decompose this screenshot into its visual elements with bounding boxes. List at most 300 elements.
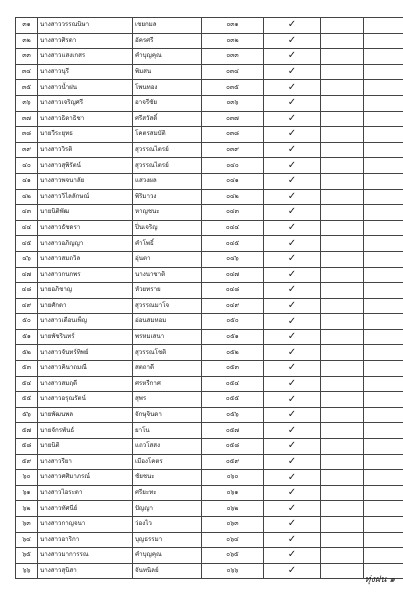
table-row bbox=[16, 283, 403, 299]
check-cell bbox=[264, 18, 321, 34]
surname-cell: เมืองโคตร bbox=[133, 454, 202, 470]
empty-cell bbox=[364, 49, 403, 65]
surname-cell: ศรียะทะ bbox=[133, 485, 202, 501]
row-number: ๕๕ bbox=[16, 392, 38, 408]
row-number: ๔๕ bbox=[16, 236, 38, 252]
empty-cell bbox=[364, 220, 403, 236]
empty-cell bbox=[321, 173, 364, 189]
first-name-cell: นางสาวอภิญญา bbox=[38, 236, 133, 252]
surname-cell: พิมสน bbox=[133, 64, 202, 80]
checkmark-icon: ✓ bbox=[287, 487, 297, 499]
table-row bbox=[16, 392, 403, 408]
check-cell bbox=[264, 205, 321, 221]
first-name-cell: นายนิติ bbox=[38, 439, 133, 455]
surname-cell: แสวงผล bbox=[133, 173, 202, 189]
first-name-cell: นางสาวศศิมาภรณ์ bbox=[38, 470, 133, 486]
surname-cell: ยาโน bbox=[133, 423, 202, 439]
row-number: ๖๒ bbox=[16, 501, 38, 517]
checkmark-icon: ✓ bbox=[287, 549, 297, 561]
check-cell bbox=[264, 111, 321, 127]
row-number: ๓๕ bbox=[16, 80, 38, 96]
surname-cell: อ่อนสมหอม bbox=[133, 314, 202, 330]
first-name-cell: นางสาวอาริกา bbox=[38, 532, 133, 548]
empty-cell bbox=[364, 267, 403, 283]
table-row bbox=[16, 501, 403, 517]
table-row bbox=[16, 329, 403, 345]
check-cell bbox=[264, 33, 321, 49]
checkmark-icon: ✓ bbox=[287, 362, 297, 374]
code-cell: ๐๕๙ bbox=[202, 454, 264, 470]
row-number: ๕๗ bbox=[16, 423, 38, 439]
first-name-cell: นางสาวธิดาธิชา bbox=[38, 111, 133, 127]
empty-cell bbox=[321, 314, 364, 330]
first-name-cell: นางสาวคินาถมณี bbox=[38, 361, 133, 377]
surname-cell: คำโพธิ์ bbox=[133, 236, 202, 252]
table-row bbox=[16, 127, 403, 143]
table-row bbox=[16, 33, 403, 49]
empty-cell bbox=[364, 532, 403, 548]
check-cell bbox=[264, 563, 321, 579]
code-cell: ๐๕๒ bbox=[202, 345, 264, 361]
check-cell bbox=[264, 267, 321, 283]
code-cell: ๐๕๓ bbox=[202, 361, 264, 377]
check-cell bbox=[264, 220, 321, 236]
table-row bbox=[16, 548, 403, 564]
roster-table bbox=[15, 17, 403, 579]
empty-cell bbox=[364, 392, 403, 408]
surname-cell: คำบุญคุณ bbox=[133, 548, 202, 564]
checkmark-icon: ✓ bbox=[287, 331, 297, 343]
code-cell: ๐๖๑ bbox=[202, 485, 264, 501]
code-cell: ๐๕๗ bbox=[202, 423, 264, 439]
empty-cell bbox=[321, 220, 364, 236]
empty-cell bbox=[364, 407, 403, 423]
table-row bbox=[16, 376, 403, 392]
first-name-cell: นายพัฒนพล bbox=[38, 407, 133, 423]
row-number: ๔๑ bbox=[16, 173, 38, 189]
row-number: ๕๐ bbox=[16, 314, 38, 330]
code-cell: ๐๓๑ bbox=[202, 18, 264, 34]
checkmark-icon: ✓ bbox=[287, 128, 297, 140]
code-cell: ๐๓๒ bbox=[202, 33, 264, 49]
empty-cell bbox=[364, 205, 403, 221]
empty-cell bbox=[364, 501, 403, 517]
row-number: ๕๔ bbox=[16, 376, 38, 392]
row-number: ๓๙ bbox=[16, 142, 38, 158]
first-name-cell: นางสาวน้ำฝน bbox=[38, 80, 133, 96]
surname-cell: จันทนิลย์ bbox=[133, 563, 202, 579]
checkmark-icon: ✓ bbox=[287, 533, 297, 545]
empty-cell bbox=[321, 470, 364, 486]
checkmark-icon: ✓ bbox=[287, 455, 297, 467]
code-cell: ๐๖๕ bbox=[202, 548, 264, 564]
empty-cell bbox=[321, 64, 364, 80]
first-name-cell: นางสาวมาการรณ bbox=[38, 548, 133, 564]
empty-cell bbox=[364, 517, 403, 533]
first-name-cell: นางสาววิรติ bbox=[38, 142, 133, 158]
empty-cell bbox=[364, 283, 403, 299]
code-cell: ๐๕๑ bbox=[202, 329, 264, 345]
empty-cell bbox=[364, 298, 403, 314]
row-number: ๓๓ bbox=[16, 49, 38, 65]
table-row bbox=[16, 485, 403, 501]
check-cell bbox=[264, 127, 321, 143]
checkmark-icon: ✓ bbox=[287, 268, 297, 280]
check-cell bbox=[264, 407, 321, 423]
surname-cell: บุญธรรมา bbox=[133, 532, 202, 548]
surname-cell: โคตรสมบัติ bbox=[133, 127, 202, 143]
checkmark-icon: ✓ bbox=[287, 159, 297, 171]
check-cell bbox=[264, 345, 321, 361]
empty-cell bbox=[321, 439, 364, 455]
code-cell: ๐๕๕ bbox=[202, 392, 264, 408]
empty-cell bbox=[321, 517, 364, 533]
empty-cell bbox=[321, 298, 364, 314]
empty-cell bbox=[364, 33, 403, 49]
check-cell bbox=[264, 80, 321, 96]
empty-cell bbox=[364, 18, 403, 34]
code-cell: ๐๔๖ bbox=[202, 251, 264, 267]
empty-cell bbox=[321, 80, 364, 96]
first-name-cell: นายนิติพัฒ bbox=[38, 205, 133, 221]
checkmark-icon: ✓ bbox=[287, 175, 297, 187]
first-name-cell: นางสาวกาญจนา bbox=[38, 517, 133, 533]
empty-cell bbox=[321, 423, 364, 439]
table-row bbox=[16, 361, 403, 377]
empty-cell bbox=[321, 18, 364, 34]
empty-cell bbox=[321, 283, 364, 299]
empty-cell bbox=[321, 329, 364, 345]
table-row bbox=[16, 407, 403, 423]
check-cell bbox=[264, 361, 321, 377]
check-cell bbox=[264, 548, 321, 564]
first-name-cell: นางสาวจันทร์ทิพย์ bbox=[38, 345, 133, 361]
checkmark-icon: ✓ bbox=[287, 409, 297, 421]
checkmark-icon: ✓ bbox=[287, 315, 297, 327]
table-row bbox=[16, 95, 403, 111]
row-number: ๔๓ bbox=[16, 205, 38, 221]
table-row bbox=[16, 64, 403, 80]
table-row bbox=[16, 298, 403, 314]
check-cell bbox=[264, 251, 321, 267]
empty-cell bbox=[364, 111, 403, 127]
check-cell bbox=[264, 376, 321, 392]
table-row bbox=[16, 423, 403, 439]
empty-cell bbox=[364, 95, 403, 111]
checkmark-icon: ✓ bbox=[287, 253, 297, 265]
row-number: ๖๓ bbox=[16, 517, 38, 533]
first-name-cell: นางสาวสมฤดี bbox=[38, 376, 133, 392]
surname-cell: สตถาดี bbox=[133, 361, 202, 377]
row-number: ๖๐ bbox=[16, 470, 38, 486]
check-cell bbox=[264, 439, 321, 455]
code-cell: ๐๓๓ bbox=[202, 49, 264, 65]
empty-cell bbox=[364, 64, 403, 80]
surname-cell: สุวรรณมาโจ bbox=[133, 298, 202, 314]
row-number: ๕๙ bbox=[16, 454, 38, 470]
row-number: ๓๔ bbox=[16, 64, 38, 80]
check-cell bbox=[264, 392, 321, 408]
checkmark-icon: ✓ bbox=[287, 206, 297, 218]
surname-cell: ปัญญา bbox=[133, 501, 202, 517]
surname-cell: เชยกมล bbox=[133, 18, 202, 34]
table-row bbox=[16, 454, 403, 470]
surname-cell: หาญชนะ bbox=[133, 205, 202, 221]
empty-cell bbox=[321, 251, 364, 267]
code-cell: ๐๖๔ bbox=[202, 532, 264, 548]
empty-cell bbox=[321, 127, 364, 143]
empty-cell bbox=[321, 189, 364, 205]
empty-cell bbox=[321, 454, 364, 470]
checkmark-icon: ✓ bbox=[287, 190, 297, 202]
empty-cell bbox=[364, 314, 403, 330]
code-cell: ๐๔๐ bbox=[202, 158, 264, 174]
first-name-cell: นางสาวแสงเกสร bbox=[38, 49, 133, 65]
empty-cell bbox=[321, 345, 364, 361]
check-cell bbox=[264, 189, 321, 205]
empty-cell bbox=[321, 376, 364, 392]
empty-cell bbox=[364, 189, 403, 205]
first-name-cell: นางสาวทัศนีย์ bbox=[38, 501, 133, 517]
empty-cell bbox=[364, 454, 403, 470]
empty-cell bbox=[364, 361, 403, 377]
first-name-cell: นางสาวศิรดา bbox=[38, 33, 133, 49]
empty-cell bbox=[321, 158, 364, 174]
code-cell: ๐๔๒ bbox=[202, 189, 264, 205]
code-cell: ๐๓๘ bbox=[202, 127, 264, 143]
table-row bbox=[16, 439, 403, 455]
surname-cell: หัวยทราย bbox=[133, 283, 202, 299]
checkmark-icon: ✓ bbox=[287, 518, 297, 530]
check-cell bbox=[264, 532, 321, 548]
checkmark-icon: ✓ bbox=[287, 393, 297, 405]
table-row bbox=[16, 205, 403, 221]
table-row bbox=[16, 142, 403, 158]
first-name-cell: นางสาวธัชดรา bbox=[38, 220, 133, 236]
empty-cell bbox=[321, 392, 364, 408]
surname-cell: ว่องไว bbox=[133, 517, 202, 533]
empty-cell bbox=[321, 111, 364, 127]
table-row bbox=[16, 220, 403, 236]
checkmark-icon: ✓ bbox=[287, 144, 297, 156]
first-name-cell: นายจักรพันธ์ bbox=[38, 423, 133, 439]
table-row bbox=[16, 158, 403, 174]
check-cell bbox=[264, 298, 321, 314]
first-name-cell: นางสาววิไลลักษณ์ bbox=[38, 189, 133, 205]
surname-cell: โพนทอง bbox=[133, 80, 202, 96]
row-number: ๓๘ bbox=[16, 127, 38, 143]
empty-cell bbox=[321, 407, 364, 423]
row-number: ๖๑ bbox=[16, 485, 38, 501]
surname-cell: จักษุจินดา bbox=[133, 407, 202, 423]
empty-cell bbox=[364, 158, 403, 174]
code-cell: ๐๔๓ bbox=[202, 205, 264, 221]
table-row bbox=[16, 532, 403, 548]
roster-body bbox=[16, 18, 403, 579]
row-number: ๔๘ bbox=[16, 283, 38, 299]
table-row bbox=[16, 314, 403, 330]
empty-cell bbox=[364, 236, 403, 252]
checkmark-icon: ✓ bbox=[287, 565, 297, 577]
check-cell bbox=[264, 142, 321, 158]
signature: ทุ่งฝน ๑ bbox=[364, 575, 395, 585]
code-cell: ๐๔๘ bbox=[202, 283, 264, 299]
surname-cell: อุ่นตา bbox=[133, 251, 202, 267]
surname-cell: อัครศรี bbox=[133, 33, 202, 49]
first-name-cell: นายพัชรินทร์ bbox=[38, 329, 133, 345]
table-row bbox=[16, 470, 403, 486]
checkmark-icon: ✓ bbox=[287, 112, 297, 124]
table-row bbox=[16, 111, 403, 127]
first-name-cell: นางสาวไอระดา bbox=[38, 485, 133, 501]
check-cell bbox=[264, 501, 321, 517]
empty-cell bbox=[364, 439, 403, 455]
empty-cell bbox=[364, 251, 403, 267]
empty-cell bbox=[321, 236, 364, 252]
table-row bbox=[16, 251, 403, 267]
code-cell: ๐๔๔ bbox=[202, 220, 264, 236]
row-number: ๔๗ bbox=[16, 267, 38, 283]
surname-cell: ชัยชนะ bbox=[133, 470, 202, 486]
empty-cell bbox=[321, 361, 364, 377]
check-cell bbox=[264, 283, 321, 299]
check-cell bbox=[264, 470, 321, 486]
check-cell bbox=[264, 49, 321, 65]
checkmark-icon: ✓ bbox=[287, 237, 297, 249]
table-row bbox=[16, 49, 403, 65]
code-cell: ๐๓๙ bbox=[202, 142, 264, 158]
surname-cell: พรหมเสนา bbox=[133, 329, 202, 345]
checkmark-icon: ✓ bbox=[287, 284, 297, 296]
checkmark-icon: ✓ bbox=[287, 19, 297, 31]
checkmark-icon: ✓ bbox=[287, 440, 297, 452]
first-name-cell: นางสาวสุนิสา bbox=[38, 563, 133, 579]
checkmark-icon: ✓ bbox=[287, 346, 297, 358]
empty-cell bbox=[321, 532, 364, 548]
table-row bbox=[16, 80, 403, 96]
row-number: ๖๔ bbox=[16, 532, 38, 548]
check-cell bbox=[264, 236, 321, 252]
checkmark-icon: ✓ bbox=[287, 34, 297, 46]
checkmark-icon: ✓ bbox=[287, 81, 297, 93]
row-number: ๕๖ bbox=[16, 407, 38, 423]
empty-cell bbox=[321, 95, 364, 111]
empty-cell bbox=[321, 33, 364, 49]
row-number: ๔๐ bbox=[16, 158, 38, 174]
code-cell: ๐๓๔ bbox=[202, 64, 264, 80]
first-name-cell: นายศักดา bbox=[38, 298, 133, 314]
row-number: ๓๖ bbox=[16, 95, 38, 111]
first-name-cell: นางสาวสุพิรัตน์ bbox=[38, 158, 133, 174]
empty-cell bbox=[321, 205, 364, 221]
row-number: ๔๙ bbox=[16, 298, 38, 314]
table-row bbox=[16, 173, 403, 189]
first-name-cell: นางสาวสมถวิล bbox=[38, 251, 133, 267]
empty-cell bbox=[364, 548, 403, 564]
checkmark-icon: ✓ bbox=[287, 502, 297, 514]
checkmark-icon: ✓ bbox=[287, 222, 297, 234]
row-number: ๕๑ bbox=[16, 329, 38, 345]
first-name-cell: นางสาวรียา bbox=[38, 454, 133, 470]
first-name-cell: นางสาวอรุณรัตน์ bbox=[38, 392, 133, 408]
code-cell: ๐๖๐ bbox=[202, 470, 264, 486]
empty-cell bbox=[321, 49, 364, 65]
empty-cell bbox=[364, 142, 403, 158]
check-cell bbox=[264, 423, 321, 439]
row-number: ๖๕ bbox=[16, 548, 38, 564]
empty-cell bbox=[321, 548, 364, 564]
code-cell: ๐๔๕ bbox=[202, 236, 264, 252]
row-number: ๔๖ bbox=[16, 251, 38, 267]
surname-cell: พิริมาวง bbox=[133, 189, 202, 205]
first-name-cell: นายวีระยุทธ bbox=[38, 127, 133, 143]
table-row bbox=[16, 236, 403, 252]
code-cell: ๐๓๖ bbox=[202, 95, 264, 111]
checkmark-icon: ✓ bbox=[287, 377, 297, 389]
code-cell: ๐๔๗ bbox=[202, 267, 264, 283]
check-cell bbox=[264, 95, 321, 111]
check-cell bbox=[264, 64, 321, 80]
empty-cell bbox=[321, 142, 364, 158]
code-cell: ๐๖๓ bbox=[202, 517, 264, 533]
row-number: ๔๔ bbox=[16, 220, 38, 236]
first-name-cell: นางสาวกนกพร bbox=[38, 267, 133, 283]
first-name-cell: นางสาวเดือนเพ็ญ bbox=[38, 314, 133, 330]
table-row bbox=[16, 517, 403, 533]
table-row bbox=[16, 345, 403, 361]
row-number: ๔๒ bbox=[16, 189, 38, 205]
empty-cell bbox=[321, 267, 364, 283]
empty-cell bbox=[364, 80, 403, 96]
first-name-cell: นางสาวนุรี bbox=[38, 64, 133, 80]
surname-cell: ปิ่นเจริญ bbox=[133, 220, 202, 236]
first-name-cell: นางสาวเจริญศรี bbox=[38, 95, 133, 111]
row-number: ๕๘ bbox=[16, 439, 38, 455]
checkmark-icon: ✓ bbox=[287, 471, 297, 483]
table-row bbox=[16, 18, 403, 34]
surname-cell: สุวรรณโชติ bbox=[133, 345, 202, 361]
check-cell bbox=[264, 517, 321, 533]
code-cell: ๐๔๑ bbox=[202, 173, 264, 189]
surname-cell: นางนาชาติ bbox=[133, 267, 202, 283]
empty-cell bbox=[364, 345, 403, 361]
empty-cell bbox=[364, 485, 403, 501]
code-cell: ๐๓๕ bbox=[202, 80, 264, 96]
checkmark-icon: ✓ bbox=[287, 50, 297, 62]
code-cell: ๐๖๒ bbox=[202, 501, 264, 517]
empty-cell bbox=[364, 173, 403, 189]
surname-cell: คำบุญคุณ bbox=[133, 49, 202, 65]
checkmark-icon: ✓ bbox=[287, 424, 297, 436]
first-name-cell: นางสาววรรณนิษา bbox=[38, 18, 133, 34]
surname-cell: ศรหรีกาศ bbox=[133, 376, 202, 392]
table-row bbox=[16, 267, 403, 283]
surname-cell: สุพร bbox=[133, 392, 202, 408]
code-cell: ๐๕๘ bbox=[202, 439, 264, 455]
surname-cell: สุวรรณไตรย์ bbox=[133, 158, 202, 174]
empty-cell bbox=[364, 329, 403, 345]
check-cell bbox=[264, 454, 321, 470]
row-number: ๓๒ bbox=[16, 33, 38, 49]
row-number: ๓๗ bbox=[16, 111, 38, 127]
surname-cell: อาจรีชัย bbox=[133, 95, 202, 111]
surname-cell: แถวโสสง bbox=[133, 439, 202, 455]
code-cell: ๐๕๐ bbox=[202, 314, 264, 330]
code-cell: ๐๖๖ bbox=[202, 563, 264, 579]
row-number: ๓๑ bbox=[16, 18, 38, 34]
first-name-cell: นายอภิชาญ bbox=[38, 283, 133, 299]
table-row bbox=[16, 563, 403, 579]
